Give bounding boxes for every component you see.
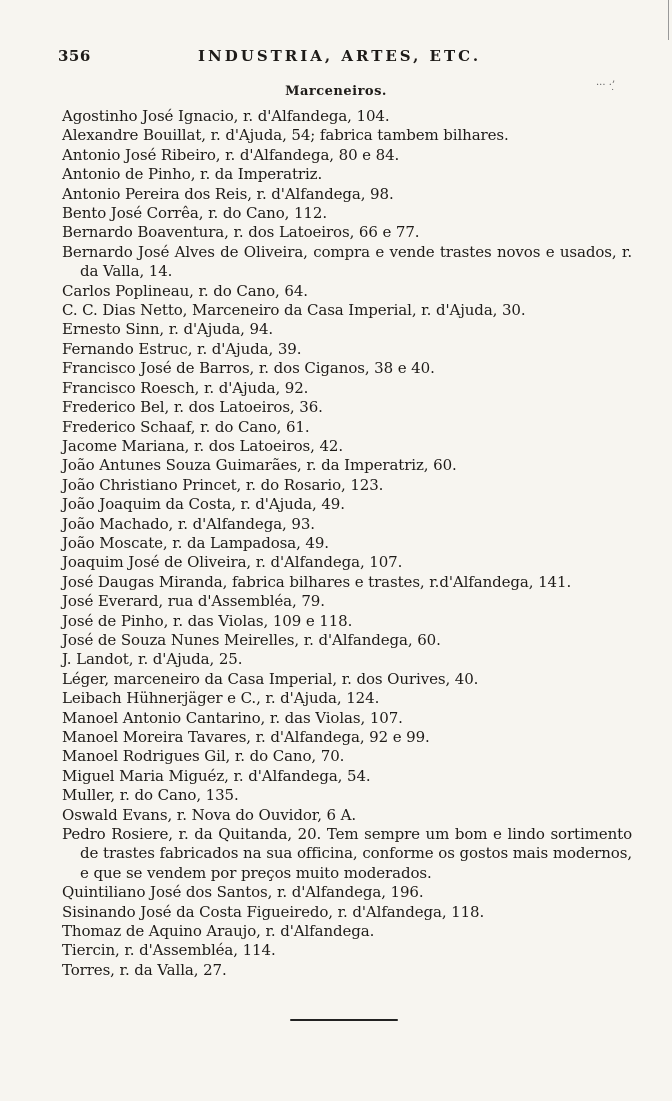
directory-entry: Manoel Rodrigues Gil, r. do Cano, 70. <box>62 747 345 766</box>
directory-entry: José Daugas Miranda, fabrica bilhares e trastes, r.d'Alfandega, 141. <box>62 572 572 591</box>
directory-entry: José Everard, rua d'Assembléa, 79. <box>62 592 325 611</box>
directory-entry: Bernardo Boaventura, r. dos Latoeiros, 66 e 77. <box>62 223 420 242</box>
directory-entry: João Antunes Souza Guimarães, r. da Imperatriz, 60. <box>62 456 457 475</box>
page-header <box>58 47 638 69</box>
directory-entry: Muller, r. do Cano, 135. <box>62 786 239 805</box>
directory-entry: Bento José Corrêa, r. do Cano, 112. <box>62 204 327 223</box>
directory-entry: Joaquim José de Oliveira, r. d'Alfandega, 107. <box>62 553 403 572</box>
directory-entry: João Moscate, r. da Lampadosa, 49. <box>62 533 329 552</box>
directory-entry: Francisco Roesch, r. d'Ajuda, 92. <box>62 378 309 397</box>
directory-entry: João Christiano Princet, r. do Rosario, 123. <box>62 475 384 494</box>
page-edge-line <box>668 0 669 40</box>
directory-entry: Leibach Hühnerjäger e C., r. d'Ajuda, 124. <box>62 689 380 708</box>
directory-entry: Antonio Pereira dos Reis, r. d'Alfandega, 98. <box>62 184 394 203</box>
directory-entry: Thomaz de Aquino Araujo, r. d'Alfandega. <box>62 922 375 941</box>
directory-entry: Manoel Moreira Tavares, r. d'Alfandega, 92 e 99. <box>62 728 430 746</box>
directory-entry: Ernesto Sinn, r. d'Ajuda, 94. <box>62 320 274 339</box>
directory-entry: Manoel Antonio Cantarino, r. das Violas, 107. <box>62 708 403 727</box>
directory-entry: João Joaquim da Costa, r. d'Ajuda, 49. <box>62 495 345 514</box>
directory-entry: Jacome Mariana, r. dos Latoeiros, 42. <box>62 436 343 455</box>
directory-entry: J. Landot, r. d'Ajuda, 25. <box>62 650 243 669</box>
directory-entry: Léger, marceneiro da Casa Imperial, r. dos Ourives, 40. <box>62 669 479 688</box>
directory-entry: Sisinando José da Costa Figueiredo, r. d'Alfandega, 118. <box>62 902 485 921</box>
directory-list <box>62 107 632 980</box>
directory-entry: Quintiliano José dos Santos, r. d'Alfandega, 196. <box>62 883 424 902</box>
directory-entry: Frederico Schaaf, r. do Cano, 61. <box>62 417 310 436</box>
directory-entry: Torres, r. da Valla, 27. <box>62 960 227 979</box>
directory-entry: Antonio José Ribeiro, r. d'Alfandega, 80 e 84. <box>62 145 400 164</box>
page-number: 356 <box>58 47 91 65</box>
directory-entry: Tiercin, r. d'Assembléa, 114. <box>62 941 276 960</box>
directory-entry: João Machado, r. d'Alfandega, 93. <box>62 514 315 533</box>
directory-entry: José de Pinho, r. das Violas, 109 e 118. <box>62 611 353 630</box>
directory-entry: Pedro Rosiere, r. da Quitanda, 20. Tem sempre um bom e lindo sortimento de trastes fabricados na sua officina, conforme os gostos mais modernos, e que se vendem por preços muito moderados. <box>62 825 632 882</box>
directory-entry: Miguel Maria Miguéz, r. d'Alfandega, 54. <box>62 766 371 785</box>
directory-entry: Carlos Poplineau, r. do Cano, 64. <box>62 281 308 300</box>
directory-entry: Antonio de Pinho, r. da Imperatriz. <box>62 165 323 184</box>
directory-entry: C. C. Dias Netto, Marceneiro da Casa Imperial, r. d'Ajuda, 30. <box>62 301 526 320</box>
directory-entry: Bernardo José Alves de Oliveira, compra e vende trastes novos e usados, r. da Valla, 14. <box>62 242 632 281</box>
directory-entry: Francisco José de Barros, r. dos Ciganos, 38 e 40. <box>62 359 435 378</box>
section-title: Marceneiros. <box>285 84 387 99</box>
directory-entry: Oswald Evans, r. Nova do Ouvidor, 6 A. <box>62 805 357 824</box>
directory-entry: Alexandre Bouillat, r. d'Ajuda, 54; fabrica tambem bilhares. <box>62 126 509 145</box>
directory-entry: Agostinho José Ignacio, r. d'Alfandega, 104. <box>62 107 390 125</box>
directory-entry: Fernando Estruc, r. d'Ajuda, 39. <box>62 339 302 358</box>
directory-entry: José de Souza Nunes Meirelles, r. d'Alfandega, 60. <box>62 630 441 649</box>
running-title: INDUSTRIA, ARTES, ETC. <box>198 47 482 65</box>
end-divider <box>290 1019 398 1021</box>
directory-entry: Frederico Bel, r. dos Latoeiros, 36. <box>62 398 323 417</box>
corner-mark: ··· ·’̣ <box>596 80 616 91</box>
